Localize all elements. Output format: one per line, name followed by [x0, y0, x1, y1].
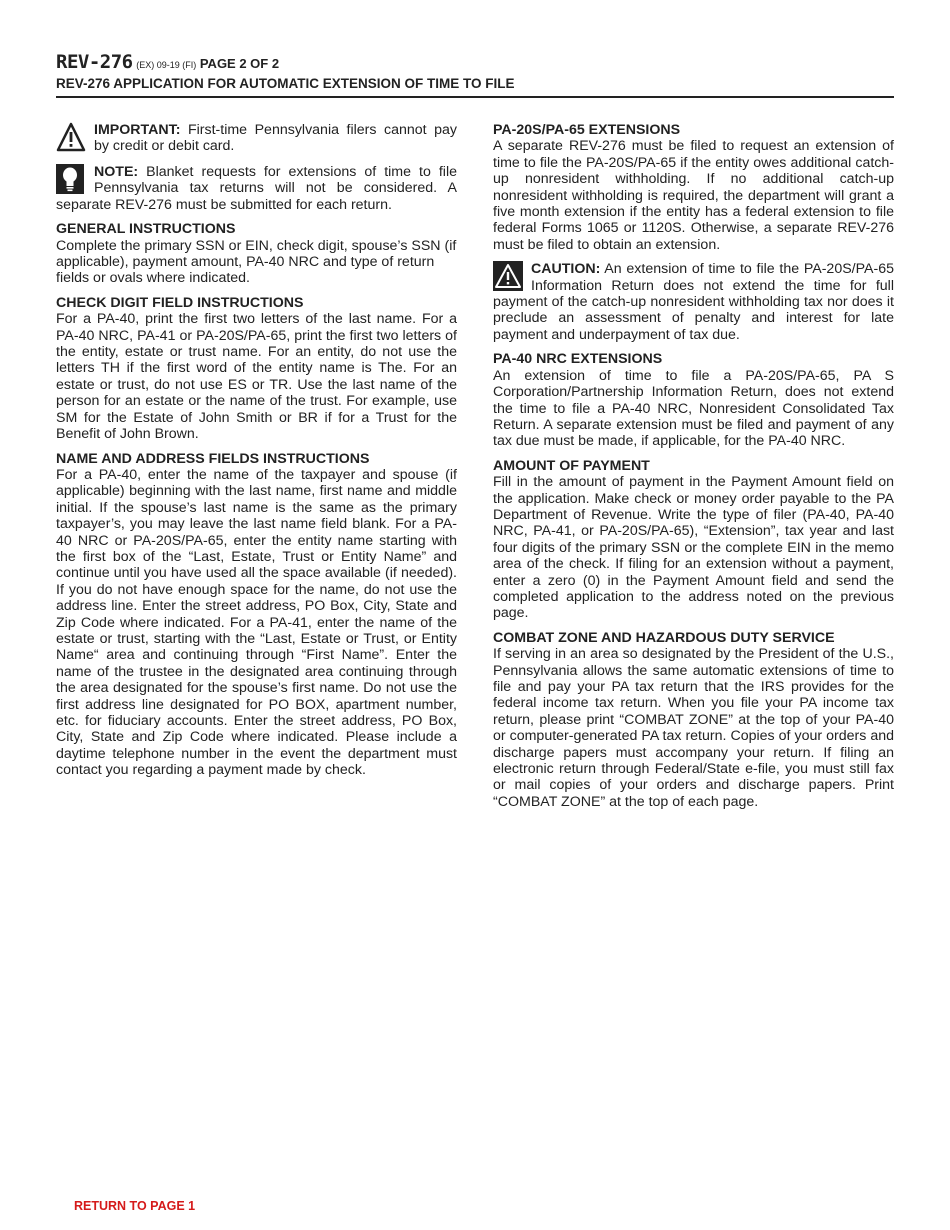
check-digit-heading: CHECK DIGIT FIELD INSTRUCTIONS	[56, 294, 304, 311]
pa40-nrc-text: An extension of time to file a PA-20S/PA-65, PA S Corporation/Partnership Information Return, does not extend the time to file a PA-40 NRC, Nonresident Consolidated Tax Return. A separate extension must be filed and payment of any tax due must be made, if applicable, for the PA-40 NRC.	[493, 367, 894, 450]
check-digit-text: For a PA-40, print the first two letters of the last name. For a PA-40 NRC, PA-41 or PA-20S/PA-65, print the first two letters of the entity, estate or trust name. For an entity, do not use the letters TH if the first word of the entity name is The. For an estate or trust, do not use ES or TR. Use the last name of the person for an estate or the name of the trust. For example, use SM for the Estate of John Smith or BR if for a Trust for the Benefit of John Brown.	[56, 311, 457, 443]
caution-label: CAUTION:	[531, 261, 601, 278]
important-text: First-time Pennsylvania filers cannot pay by credit or debit card.	[94, 122, 457, 155]
note-text: Blanket requests for extensions of time to file Pennsylvania tax returns will not be considered. A separate REV-276 must be submitted for each return.	[56, 164, 457, 213]
general-instructions-text: Complete the primary SSN or EIN, check digit, spouse’s SSN (if applicable), payment amount, PA-40 NRC and type of return fields or ovals where indicated.	[56, 237, 457, 287]
payment-text: Fill in the amount of payment in the Payment Amount field on the application. Make check or money order payable to the PA Department of Revenue. Write the type of filer (PA-40, PA-40 NRC, PA-41, or PA-20S/PA-65), “Extension”, tax year and last four digits of the primary SSN or the complete EIN in the memo area of the check. If filing for an extension without a payment, enter a zero (0) in the Payment Amount field and send the completed application to the address noted on the previous page.	[493, 474, 894, 622]
header-divider	[56, 96, 894, 98]
name-address-heading: NAME AND ADDRESS FIELDS INSTRUCTIONS	[56, 450, 370, 467]
pa20s-section	[493, 122, 894, 253]
right-column	[493, 122, 894, 818]
form-title: REV-276 APPLICATION FOR AUTOMATIC EXTENSION OF TIME TO FILE	[56, 76, 515, 91]
important-label: IMPORTANT:	[94, 122, 181, 138]
form-revision: (EX) 09-19 (FI)	[136, 60, 197, 70]
page-header	[56, 53, 894, 91]
combat-zone-text: If serving in an area so designated by the President of the U.S., Pennsylvania allows the same automatic extensions of time to file and pay your PA tax return that the IRS provides for the federal income tax return. When you file your PA income tax return, please print “COMBAT ZONE” at the top of your PA-40 or computer-generated PA tax return. Copies of your orders and discharge papers must accompany your return. If filing an electronic return through Federal/State e-file, you must still fax or mail copies of your orders and discharge papers. Print “COMBAT ZONE” at the top of each page.	[493, 646, 894, 810]
name-address-text: For a PA-40, enter the name of the taxpayer and spouse (if applicable) beginning with the last name, first name and middle initial. If the spouse’s last name is the same as the primary taxpayer’s, you may leave the last name field blank. For a PA-40 NRC or PA-20S/PA-65, enter the entity name starting with the first box of the “Last, Estate, Trust or Entity Name” and continue until you have used all the space available (if needed). If you do not have enough space for the name, do not use the address line. Enter the street address, PO Box, City, State and Zip Code where indicated. For a PA-41, enter the name of the estate or trust, starting with the “Last, Estate or Trust, or Entity Name“ area and continuing through “First Name”. Enter the name of the trustee in the designated area continuing through the area designated for the spouse’s first name. Do not use the first address line designated for PO BOX, apartment number, etc. for fiduciary accounts. Enter the street address, PO Box, City, State and Zip Code where indicated. Please include a daytime telephone number in the event the department must contact you regarding a payment made by check.	[56, 466, 457, 779]
left-column	[56, 122, 457, 787]
caution-callout	[493, 261, 894, 343]
check-digit-section	[56, 295, 457, 443]
note-label: NOTE:	[94, 164, 139, 180]
caution-text: An extension of time to file the PA-20S/PA-65 Information Return does not extend the time for full payment of the catch-up nonresident withholding tax nor does it preclude an assessment of penalty and interest for late payment and underpayment of tax due.	[493, 261, 894, 343]
pa20s-text: A separate REV-276 must be filed to request an extension of time to file the PA-20S/PA-65 if the entity owes additional catch-up nonresident withholding. If no additional catch-up nonresident withholding is required, the department will grant a five month extension if the entity has a federal extension to file federal Forms 1065 or 1120S. Otherwise, a separate REV-276 must be filed to obtain an extension.	[493, 138, 894, 253]
caution-icon	[493, 261, 525, 291]
name-address-section	[56, 451, 457, 779]
note-callout	[56, 164, 457, 213]
page-indicator: PAGE 2 OF 2	[199, 56, 280, 71]
payment-heading: AMOUNT OF PAYMENT	[493, 457, 650, 474]
form-number: REV-276	[56, 51, 133, 73]
return-to-page-1-link[interactable]: RETURN TO PAGE 1	[74, 1199, 196, 1213]
warning-triangle-icon	[56, 122, 88, 156]
general-instructions-section	[56, 221, 457, 287]
pa40-nrc-heading: PA-40 NRC EXTENSIONS	[493, 351, 663, 368]
header-line-1	[56, 53, 894, 74]
important-callout	[56, 122, 457, 156]
lightbulb-icon	[56, 164, 88, 194]
payment-section	[493, 458, 894, 622]
pa40-nrc-section	[493, 351, 894, 449]
combat-zone-section	[493, 630, 894, 810]
pa20s-heading: PA-20S/PA-65 EXTENSIONS	[493, 122, 681, 138]
combat-zone-heading: COMBAT ZONE AND HAZARDOUS DUTY SERVICE	[493, 629, 835, 646]
general-instructions-heading: GENERAL INSTRUCTIONS	[56, 221, 236, 238]
